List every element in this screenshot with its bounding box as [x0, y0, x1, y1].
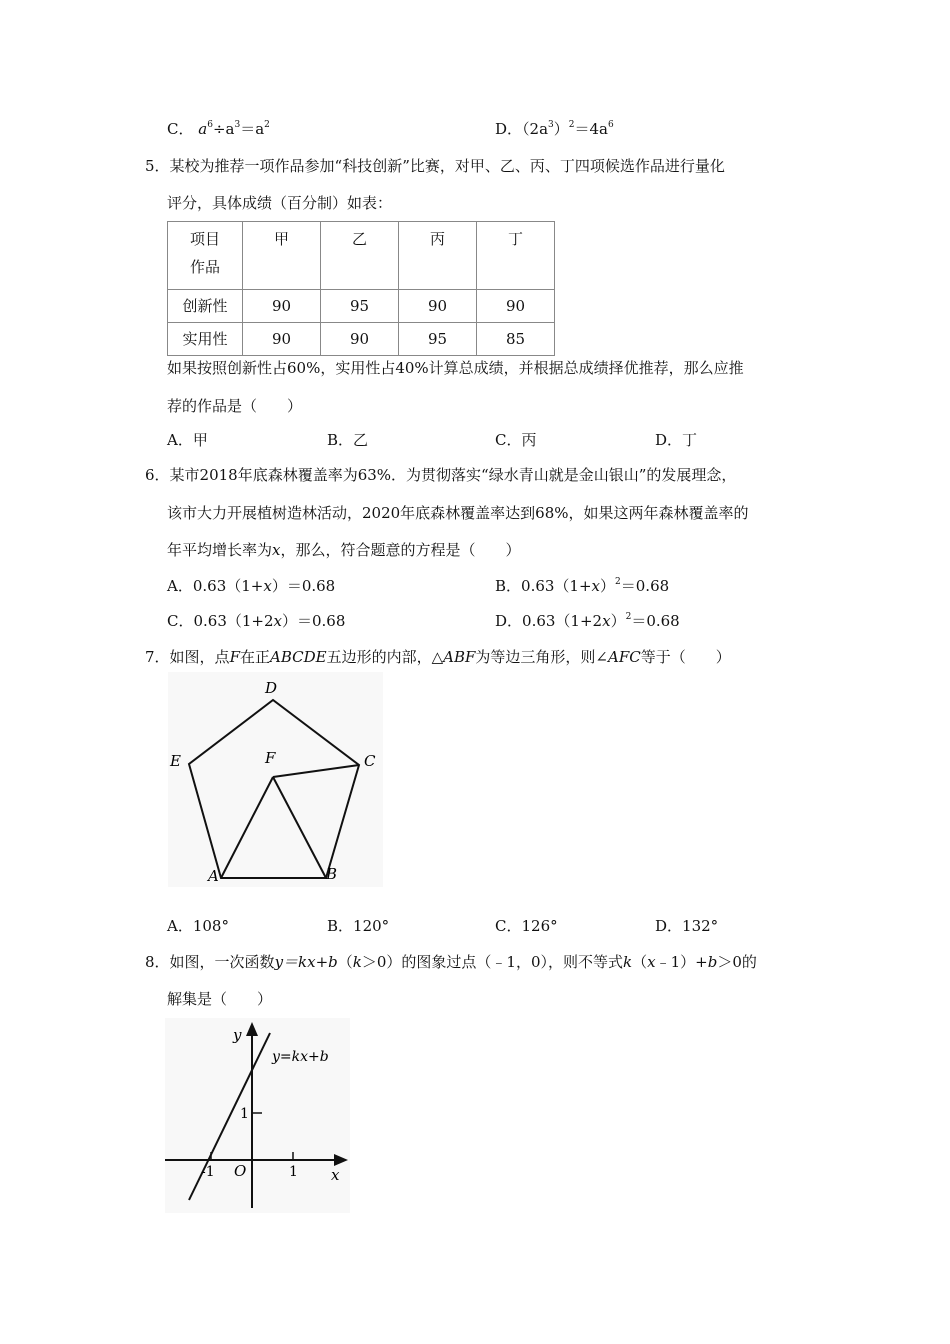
- label-b: B: [326, 865, 338, 883]
- q5-option-a: A．甲: [167, 431, 208, 449]
- x-tick-neg1-label: -1: [201, 1164, 215, 1180]
- table-row: [168, 323, 555, 356]
- label-f: F: [265, 749, 276, 767]
- q5-option-b: B．乙: [327, 431, 369, 449]
- q6-stem-line3: 年平均增长率为x，那么，符合题意的方程是（ ）: [167, 541, 521, 559]
- col-header: 丙: [399, 222, 477, 290]
- table-cell: 90: [243, 290, 321, 323]
- q6-option-c: C．0.63（1+2x）＝0.68: [167, 612, 346, 630]
- q6-option-b: B．$0.63(1+x)^2=0.68$: [495, 577, 670, 595]
- col-header: 丁: [477, 222, 555, 290]
- table-cell: 90: [477, 290, 555, 323]
- q5-stem-line2: 评分，具体成绩（百分制）如表：: [167, 194, 393, 212]
- table-cell: 90: [399, 290, 477, 323]
- q5-option-d: D．丁: [655, 431, 698, 449]
- figure-background: [165, 1018, 350, 1213]
- row-label: 创新性: [168, 290, 243, 323]
- q6-stem-line1: 6．某市2018年底森林覆盖率为63%．为贯彻落实“绿水青山就是金山银山”的发展理念，: [145, 466, 737, 484]
- origin-label: O: [234, 1162, 247, 1180]
- q7-option-b: B．120°: [327, 917, 390, 935]
- q5-stem-line3: 如果按照创新性占60%，实用性占40%计算总成绩，并根据总成绩择优推荐，那么应推: [167, 359, 744, 377]
- q6-stem-line2: 该市大力开展植树造林活动，2020年底森林覆盖率达到68%，如果这两年森林覆盖率的: [167, 504, 749, 522]
- row-label: 实用性: [168, 323, 243, 356]
- table-cell: 85: [477, 323, 555, 356]
- table-cell: 90: [243, 323, 321, 356]
- col-header: 甲: [243, 222, 321, 290]
- function-label: y=kx+b: [272, 1049, 329, 1065]
- q7-option-a: A．108°: [167, 917, 229, 935]
- q4-option-c: C． $a^6\div a^3=a^2$: [167, 120, 270, 138]
- label-d: D: [265, 679, 278, 697]
- figure-background: [168, 672, 383, 887]
- q4-option-d: D．$(2a^3)^2=4a^6$: [495, 120, 614, 138]
- score-table: [167, 221, 555, 356]
- x-tick-1-label: 1: [289, 1164, 298, 1180]
- label-a: A: [208, 867, 219, 885]
- q5-option-c: C．丙: [495, 431, 537, 449]
- table-cell: 95: [399, 323, 477, 356]
- label-e: E: [170, 752, 181, 770]
- table-corner-cell: 项目 作品: [168, 222, 243, 290]
- col-header: 乙: [321, 222, 399, 290]
- q8-stem-line2: 解集是（ ）: [167, 990, 273, 1008]
- table-cell: 95: [321, 290, 399, 323]
- table-cell: 90: [321, 323, 399, 356]
- pentagon-figure: [168, 672, 383, 887]
- y-tick-1-label: 1: [240, 1106, 249, 1122]
- q7-option-c: C．126°: [495, 917, 558, 935]
- q5-stem-line1: 5．某校为推荐一项作品参加“科技创新”比赛，对甲、乙、丙、丁四项候选作品进行量化: [145, 157, 725, 175]
- y-axis-label: y: [233, 1026, 242, 1044]
- x-axis-label: x: [331, 1166, 340, 1184]
- q7-stem: 7．如图，点F在正ABCDE五边形的内部，△ABF为等边三角形，则∠AFC等于（ ）: [145, 648, 731, 666]
- label-c: C: [364, 752, 376, 770]
- q8-stem-line1: 8．如图，一次函数y＝kx+b（k＞0）的图象过点（﹣1，0），则不等式k（x﹣1）+b＞0的: [145, 953, 757, 971]
- table-row: [168, 290, 555, 323]
- q6-option-a: A．0.63（1+x）＝0.68: [167, 577, 336, 595]
- linear-function-graph: [165, 1018, 350, 1213]
- q5-stem-line4: 荐的作品是（ ）: [167, 397, 303, 415]
- q6-option-d: D．$0.63(1+2x)^2=0.68$: [495, 612, 680, 630]
- q7-option-d: D．132°: [655, 917, 719, 935]
